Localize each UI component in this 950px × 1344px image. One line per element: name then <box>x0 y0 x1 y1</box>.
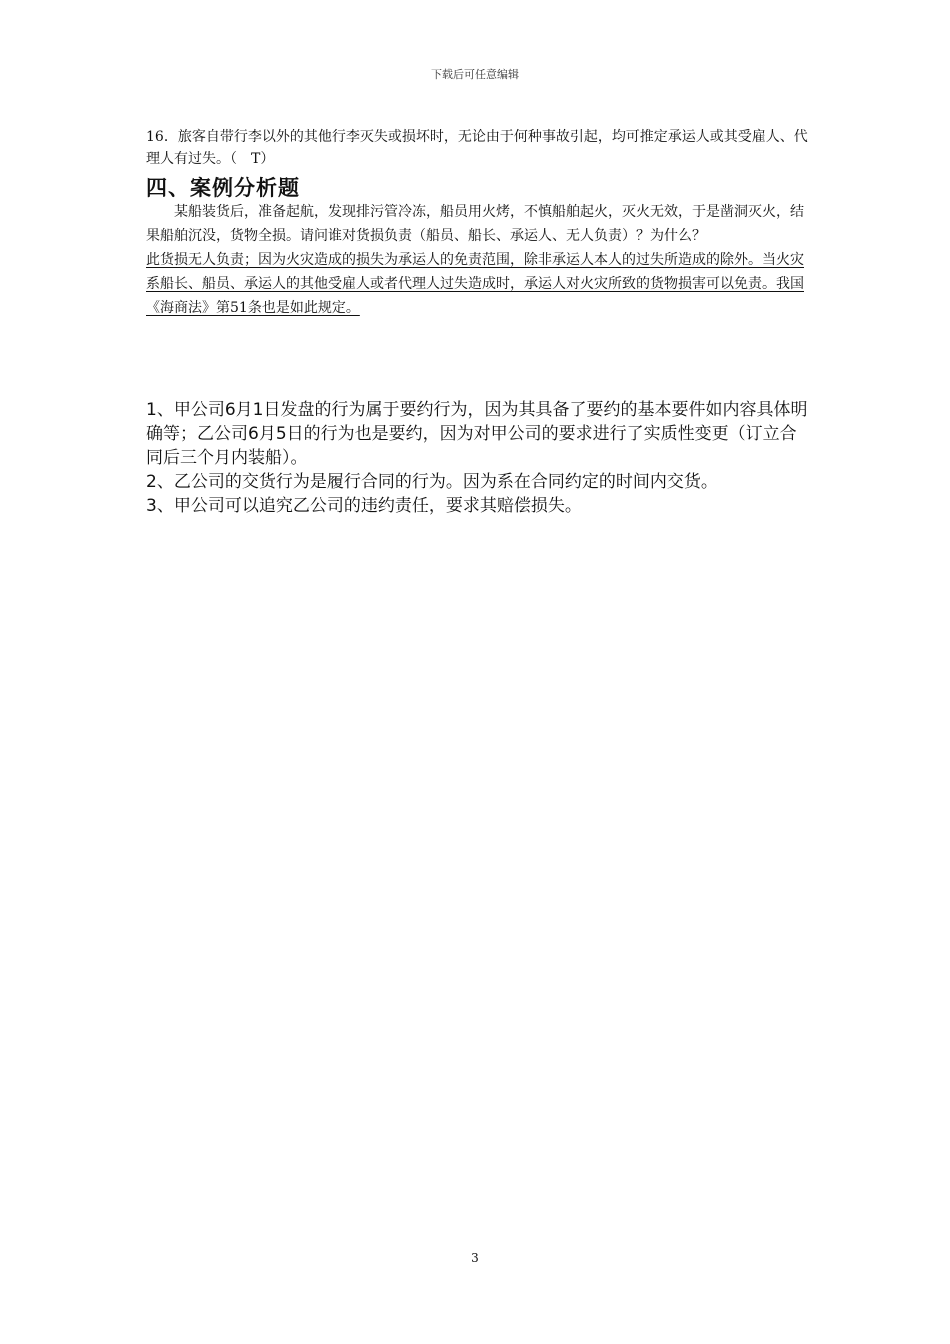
page-header: 下载后可任意编辑 <box>431 68 519 81</box>
section-title: 四、案例分析题 <box>146 176 300 200</box>
case-prompt: 某船装货后，准备起航，发现排污管冷冻，船员用火烤，不慎船舶起火，灭火无效，于是凿洞灭火，结果船舶沉没，货物全损。请问谁对货损负责（船员、船长、承运人、无人负责）？为什么？ <box>146 204 804 244</box>
case-study <box>146 200 808 320</box>
list-item: 2、乙公司的交货行为是履行合同的行为。因为系在合同约定的时间内交货。 <box>146 472 718 492</box>
case-answer: 此货损无人负责；因为火灾造成的损失为承运人的免责范围，除非承运人本人的过失所造成的除外。当火灾系船长、船员、承运人的其他受雇人或者代理人过失造成时，承运人对火灾所致的货物损害可以免责。我国《海商法》第51条也是如此规定。 <box>146 252 804 316</box>
list-item: 1、甲公司6月1日发盘的行为属于要约行为，因为其具备了要约的基本要件如内容具体明确等；乙公司6月5日的行为也是要约，因为对甲公司的要求进行了实质性变更（订立合同后三个月内装船）。 <box>146 400 808 468</box>
page-number: 3 <box>471 1251 479 1265</box>
question-16: 16．旅客自带行李以外的其他行李灭失或损坏时，无论由于何种事故引起，均可推定承运人或其受雇人、代理人有过失。（ T） <box>146 129 808 167</box>
answers-list <box>146 398 808 518</box>
list-item: 3、甲公司可以追究乙公司的违约责任，要求其赔偿损失。 <box>146 496 582 516</box>
